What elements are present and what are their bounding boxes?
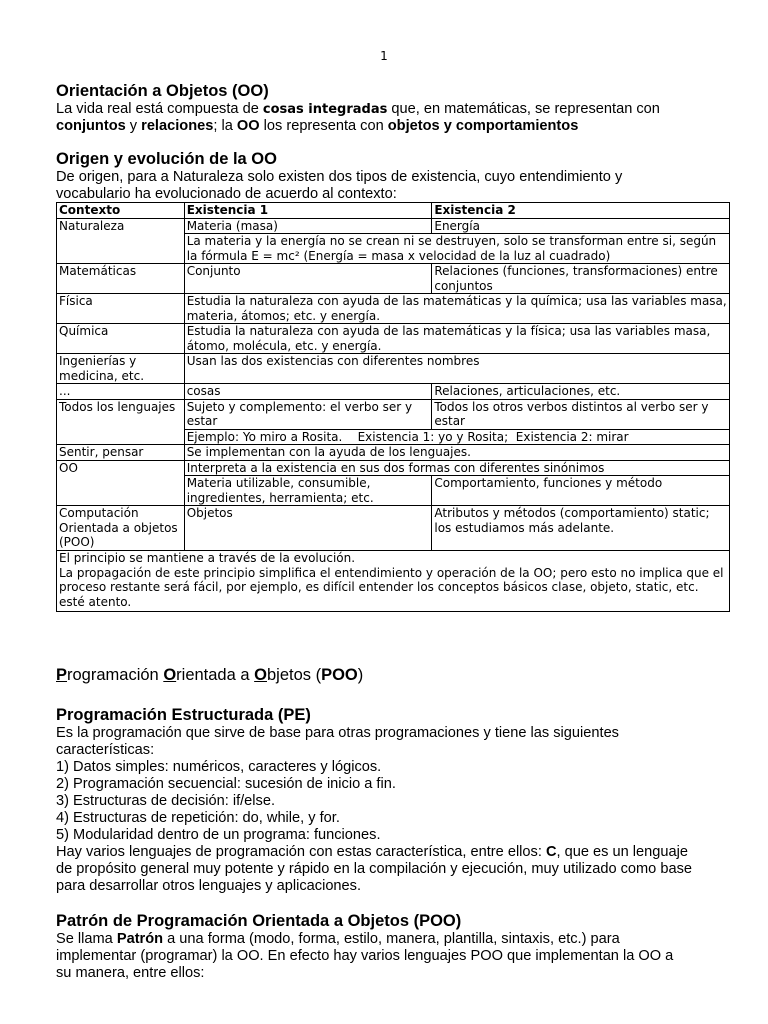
table-row — [57, 399, 730, 429]
section-poo-heading — [56, 666, 363, 685]
origen-paragraph-line1: De origen, para a Naturaleza solo existen dos tipos de existencia, cuyo entendimiento y — [56, 169, 623, 185]
table-cell: Computación Orientada a objetos (POO) — [57, 506, 185, 551]
table-row — [57, 264, 730, 294]
table-cell: Atributos y métodos (comportamiento) static; los estudiamos más adelante. — [432, 506, 730, 551]
table-note-line: El principio se mantiene a través de la evolución. — [59, 551, 356, 565]
table-cell: Comportamiento, funciones y método — [432, 476, 730, 506]
section-title-origen: Origen y evolución de la OO — [56, 150, 277, 168]
table-cell — [57, 551, 730, 612]
section-patron — [56, 912, 673, 982]
table-header-row — [57, 203, 730, 219]
list-item: 4) Estructuras de repetición: do, while, y for. — [56, 810, 340, 826]
patron-paragraph-line3: su manera, entre ellos: — [56, 965, 205, 981]
table-cell: Se implementan con la ayuda de los lenguajes. — [184, 445, 729, 461]
table-cell: Ejemplo: Yo miro a Rosita. Existencia 1: yo y Rosita; Existencia 2: mirar — [184, 429, 729, 445]
table-cell: Energía — [432, 218, 730, 234]
table-row — [57, 506, 730, 551]
table-cell: Estudia la naturaleza con ayuda de las matemáticas y la física; usa las variables masa, átomo, molécula, etc. y energía. — [184, 324, 729, 354]
table-row — [57, 384, 730, 400]
pe-languages-line2: de propósito general muy potente y rápido en la compilación y ejecución, muy utilizado como base — [56, 861, 693, 877]
pe-paragraph-line1: Es la programación que sirve de base para otras programaciones y tiene las siguientes — [56, 725, 619, 741]
list-item: 2) Programación secuencial: sucesión de inicio a fin. — [56, 776, 396, 792]
patron-paragraph-line2: implementar (programar) la OO. En efecto hay varios lenguajes POO que implementan la OO a — [56, 948, 674, 964]
table-cell: ... — [57, 384, 185, 400]
table-note-paragraph: La propagación de este principio simplifica el entendimiento y operación de la OO; pero esto no implica que el proceso restante será fácil, por ejemplo, es difícil entender los conceptos básicos clase, objeto, static, etc. esté atento. — [59, 565, 724, 609]
table-cell: Estudia la naturaleza con ayuda de las matemáticas y la química; usa las variables masa, materia, átomos; etc. y energía. — [184, 294, 729, 324]
table-cell: Relaciones (funciones, transformaciones) entre conjuntos — [432, 264, 730, 294]
table-row — [57, 294, 730, 324]
section-pe — [56, 706, 692, 895]
table-cell: Física — [57, 294, 185, 324]
table-cell: Interpreta a la existencia en sus dos formas con diferentes sinónimos — [184, 460, 729, 476]
section-title-patron: Patrón de Programación Orientada a Objetos (POO) — [56, 912, 462, 930]
table-cell: Objetos — [184, 506, 432, 551]
table-cell: cosas — [184, 384, 432, 400]
table-cell: Todos los lenguajes — [57, 399, 185, 445]
oo-paragraph-line1: La vida real está compuesta de cosas integradas que, en matemáticas, se representan con — [56, 101, 660, 117]
section-origen — [56, 150, 622, 203]
list-item: 3) Estructuras de decisión: if/else. — [56, 793, 276, 809]
table-row — [57, 551, 730, 612]
patron-paragraph-line1: Se llama Patrón a una forma (modo, forma, estilo, manera, plantilla, sintaxis, etc.) para — [56, 931, 620, 947]
table-cell: Usan las dos existencias con diferentes nombres — [184, 354, 729, 384]
page-number: 1 — [380, 49, 388, 63]
table-row — [57, 445, 730, 461]
section-oo — [56, 82, 660, 135]
table-row — [57, 218, 730, 234]
table-cell: Todos los otros verbos distintos al verbo ser y estar — [432, 399, 730, 429]
table-cell: Química — [57, 324, 185, 354]
section-title-pe: Programación Estructurada (PE) — [56, 706, 311, 724]
table-header-cell: Existencia 1 — [184, 203, 432, 219]
existence-table — [56, 202, 730, 612]
section-title-oo: Orientación a Objetos (OO) — [56, 82, 269, 100]
table-cell: Ingenierías y medicina, etc. — [57, 354, 185, 384]
table-cell: Naturaleza — [57, 218, 185, 264]
table-cell: Materia (masa) — [184, 218, 432, 234]
table-cell: OO — [57, 460, 185, 506]
table-cell: Conjunto — [184, 264, 432, 294]
origen-paragraph-line2: vocabulario ha evolucionado de acuerdo al contexto: — [56, 186, 397, 202]
pe-languages-line1: Hay varios lenguajes de programación con estas característica, entre ellos: C, que es un lenguaje — [56, 844, 688, 860]
list-item: 5) Modularidad dentro de un programa: funciones. — [56, 827, 381, 843]
poo-title: Programación Orientada a Objetos (POO) — [56, 666, 364, 684]
pe-languages-line3: para desarrollar otros lenguajes y aplicaciones. — [56, 878, 362, 894]
table-row — [57, 354, 730, 384]
table-cell: La materia y la energía no se crean ni se destruyen, solo se transforman entre si, según la fórmula E = mc² (Energía = masa x velocidad de la luz al cuadrado) — [184, 234, 729, 264]
table-header-cell: Contexto — [57, 203, 185, 219]
oo-paragraph-line2: conjuntos y relaciones; la OO los representa con objetos y comportamientos — [56, 118, 579, 134]
table-cell: Relaciones, articulaciones, etc. — [432, 384, 730, 400]
table-header-cell: Existencia 2 — [432, 203, 730, 219]
table-row — [57, 324, 730, 354]
table-cell: Materia utilizable, consumible, ingredientes, herramienta; etc. — [184, 476, 432, 506]
table-cell: Matemáticas — [57, 264, 185, 294]
list-item: 1) Datos simples: numéricos, caracteres y lógicos. — [56, 759, 382, 775]
table-cell: Sentir, pensar — [57, 445, 185, 461]
table-row — [57, 460, 730, 476]
pe-paragraph-line2: características: — [56, 742, 155, 758]
table-cell: Sujeto y complemento: el verbo ser y estar — [184, 399, 432, 429]
